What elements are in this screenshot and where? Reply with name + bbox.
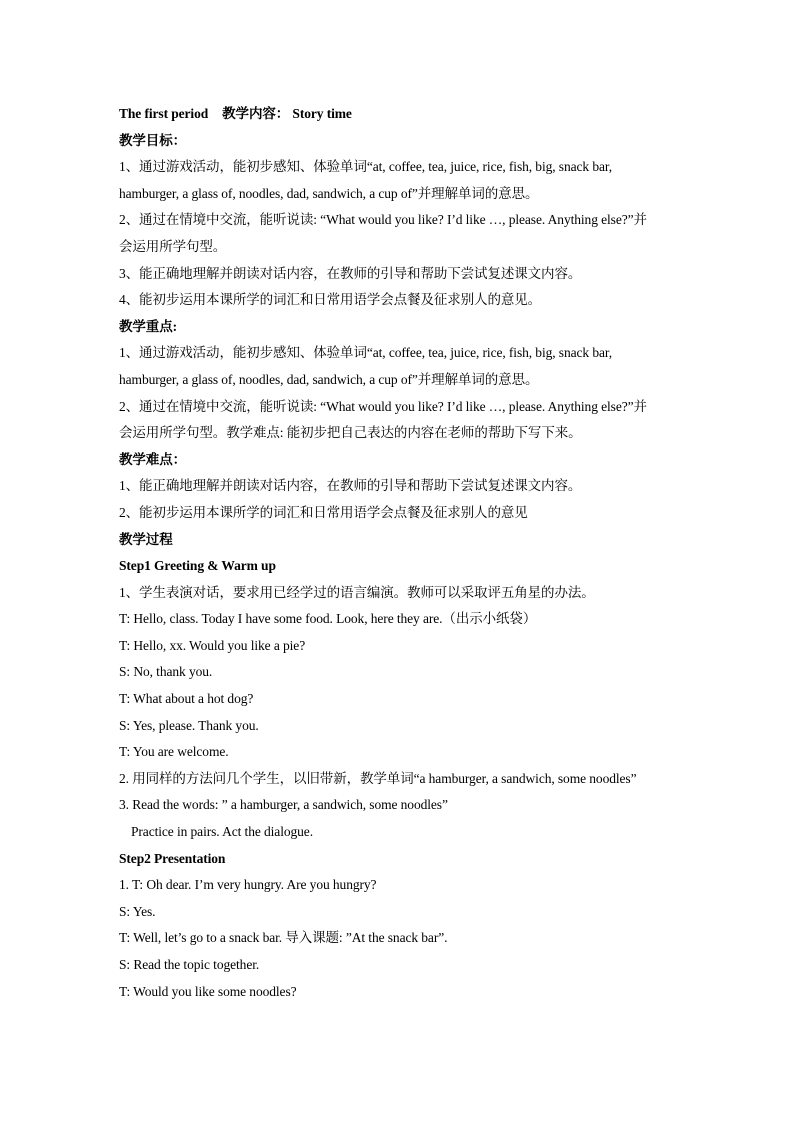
- paragraph-line: 2、能初步运用本课所学的词汇和日常用语学会点餐及征求别人的意见: [119, 504, 528, 520]
- dialogue-line: S: Yes.: [119, 903, 156, 919]
- dialogue-line: S: Read the topic together.: [119, 957, 260, 972]
- paragraph-line: 会运用所学句型。教学难点: 能初步把自己表达的内容在老师的帮助下写下来。: [119, 425, 582, 441]
- dialogue-line: T: Would you like some noodles?: [119, 983, 297, 999]
- dialogue-line: T: What about a hot dog?: [119, 691, 254, 707]
- content-title: 教学内容： Story time: [222, 106, 352, 121]
- section-heading: 教学过程: [119, 531, 173, 547]
- step-heading: Step2 Presentation: [119, 850, 226, 866]
- section-heading: 教学重点:: [119, 318, 177, 334]
- paragraph-line: 1、学生表演对话，要求用已经学过的语言编演。教师可以采取评五角星的办法。: [119, 584, 595, 600]
- paragraph-line: 2、通过在情境中交流，能听说读: “What would you like? I’d like …, please. Anything else?”并: [119, 398, 647, 414]
- paragraph-line: 1、通过游戏活动，能初步感知、体验单词“at, coffee, tea, juice, rice, fish, big, snack bar,: [119, 159, 612, 175]
- lesson-heading: [119, 101, 679, 128]
- dialogue-line: T: You are welcome.: [119, 744, 229, 760]
- dialogue-line: 1. T: Oh dear. I’m very hungry. Are you hungry?: [119, 877, 377, 893]
- paragraph-line: 1、通过游戏活动，能初步感知、体验单词“at, coffee, tea, juice, rice, fish, big, snack bar,: [119, 345, 612, 361]
- step-heading: Step1 Greeting & Warm up: [119, 558, 276, 574]
- period-title: The first period: [119, 106, 209, 121]
- dialogue-line: T: Well, let’s go to a snack bar. 导入课题: ”At the snack bar”.: [119, 930, 448, 946]
- paragraph-line: 2. 用同样的方法问几个学生，以旧带新，教学单词“a hamburger, a sandwich, some noodles”: [119, 770, 637, 786]
- paragraph-line: 1、能正确地理解并朗读对话内容，在教师的引导和帮助下尝试复述课文内容。: [119, 478, 582, 494]
- dialogue-line: S: Yes, please. Thank you.: [119, 717, 259, 733]
- section-heading: 教学难点：: [119, 451, 186, 467]
- document-body: [119, 101, 679, 1005]
- paragraph-line: hamburger, a glass of, noodles, dad, sandwich, a cup of”并理解单词的意思。: [119, 371, 539, 387]
- paragraph-line: 4、能初步运用本课所学的词汇和日常用语学会点餐及征求别人的意见。: [119, 292, 542, 308]
- paragraph-line: Practice in pairs. Act the dialogue.: [131, 824, 313, 840]
- section-heading: 教学目标：: [119, 132, 186, 148]
- dialogue-line: S: No, thank you.: [119, 664, 213, 680]
- paragraph-line: hamburger, a glass of, noodles, dad, sandwich, a cup of”并理解单词的意思。: [119, 185, 539, 201]
- dialogue-line: T: Hello, class. Today I have some food. Look, here they are.（出示小纸袋）: [119, 611, 537, 627]
- paragraph-line: 3. Read the words: ” a hamburger, a sandwich, some noodles”: [119, 797, 448, 813]
- paragraph-line: 3、能正确地理解并朗读对话内容，在教师的引导和帮助下尝试复述课文内容。: [119, 265, 582, 281]
- paragraph-line: 会运用所学句型。: [119, 238, 227, 254]
- paragraph-line: 2、通过在情境中交流，能听说读: “What would you like? I’d like …, please. Anything else?”并: [119, 212, 647, 228]
- dialogue-line: T: Hello, xx. Would you like a pie?: [119, 637, 306, 653]
